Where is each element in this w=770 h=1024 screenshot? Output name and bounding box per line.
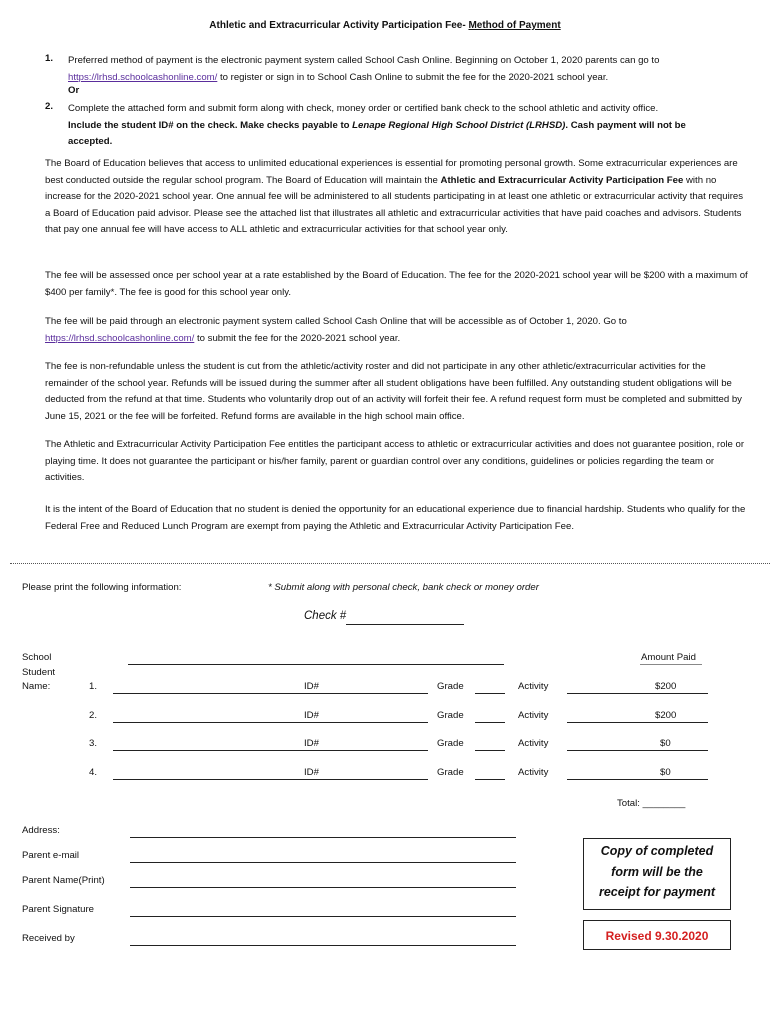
list-num-2: 2.	[45, 101, 54, 112]
title-underlined: Method of Payment	[468, 20, 561, 31]
address-field[interactable]	[130, 837, 516, 838]
list-num-1: 1.	[45, 53, 54, 64]
parent-name-field[interactable]	[130, 887, 516, 888]
activity-field[interactable]	[567, 693, 708, 694]
grade-field[interactable]	[475, 779, 505, 780]
activity-label: Activity	[518, 710, 549, 721]
row-num: 2.	[89, 710, 98, 721]
list-item-2: Complete the attached form and submit form along with check, money order or certified bank check to the school athletic and activity office. Include the student ID# on the check. Make checks payable to Lenape Regional High School District (LRHSD). Cash payment will not be accepted.	[68, 103, 686, 147]
name-label: Name:	[22, 681, 51, 692]
grade-field[interactable]	[475, 693, 505, 694]
receipt-line-1: Copy of completed	[600, 844, 714, 858]
parent-email-field[interactable]	[130, 862, 516, 863]
or-label: Or	[68, 85, 80, 96]
receipt-line-3: receipt for payment	[598, 885, 715, 899]
row-num: 4.	[89, 767, 98, 778]
student-name-field[interactable]	[113, 693, 428, 694]
grade-field[interactable]	[475, 750, 505, 751]
activity-label: Activity	[518, 738, 549, 749]
activity-field[interactable]	[567, 750, 708, 751]
activity-label: Activity	[518, 767, 549, 778]
submit-note: * Submit along with personal check, bank check or money order	[268, 582, 539, 593]
school-cash-link-2[interactable]: https://lrhsd.schoolcashonline.com/	[45, 332, 195, 344]
grade-label: Grade	[437, 681, 464, 692]
activity-field[interactable]	[567, 779, 708, 780]
id-label: ID#	[304, 767, 319, 778]
student-name-field[interactable]	[113, 779, 428, 780]
revised-date-box: Revised 9.30.2020	[583, 920, 731, 950]
paragraph-refund: The fee is non-refundable unless the student is cut from the athletic/activity roster and did not participate in any other athletic/extracurricular activities for the remainder of the school year. Refunds will be issued during the summer after all student obligations have been fulfilled. Any outstanding student obligations will be deducted from the refund at that time. Students who voluntarily drop out of an activity will forfeit their fee. A refund request form must be completed and submitted by June 15, 2021 or the fee will be forfeited. Refund forms are available in the high school main office.	[45, 361, 742, 422]
student-name-field[interactable]	[113, 722, 428, 723]
check-number-label: Check #	[304, 610, 347, 622]
grade-label: Grade	[437, 710, 464, 721]
student-label: Student	[22, 667, 56, 678]
activity-field[interactable]	[567, 722, 708, 723]
total-label: Total: ________	[617, 798, 686, 809]
grade-label: Grade	[437, 738, 464, 749]
parent-signature-field[interactable]	[130, 916, 516, 917]
paragraph-entitlement: The Athletic and Extracurricular Activity Participation Fee entitles the participant access to athletic or extracurricular activities and does not guarantee position, role or playing time. It does not guarantee the participant or his/her family, parent or guardian control over any conditions, guidelines or policies regarding the team or activities.	[45, 439, 745, 484]
row-num: 3.	[89, 738, 98, 749]
school-name-field[interactable]	[128, 664, 504, 665]
amount-value: $200	[655, 710, 677, 721]
list-item-1: Preferred method of payment is the electronic payment system called School Cash Online. Beginning on October 1, 2020 parents can go to https://lrhsd.schoolcashonline.com/ to register or sign in to School Cash Online to submit the fee for the 2020-2021 school year.	[68, 55, 660, 83]
receipt-line-2: form will be the	[611, 864, 703, 879]
id-label: ID#	[304, 738, 319, 749]
paragraph-board: The Board of Education believes that access to unlimited educational experiences is essential for promoting personal growth. Some extracurricular experiences are best conducted outside the regular school program. The Board of Education will maintain the Athletic and Extracurricular Activity Participation Fee with no increase for the 2020-2021 school year. One annual fee will be administered to all students participating in at least one athletic or extracurricular activity that requires a Board of Education paid advisor. Please see the attached list that illustrates all athletic and extracurricular activities that have paid coaches and advisors. Students that pay one annual fee will have access to ALL athletic and extracurricular activities for that school year only.	[45, 158, 744, 236]
page-title	[0, 20, 770, 31]
amount-value: $0	[660, 738, 671, 749]
id-label: ID#	[304, 681, 319, 692]
check-number-field[interactable]	[346, 624, 464, 625]
school-cash-link-1[interactable]: https://lrhsd.schoolcashonline.com/	[68, 71, 218, 83]
student-name-field[interactable]	[113, 750, 428, 751]
title-text: Athletic and Extracurricular Activity Participation Fee-	[209, 20, 469, 31]
receipt-note-box	[583, 838, 731, 910]
school-label: School	[22, 652, 52, 663]
amount-paid-underline	[640, 664, 702, 665]
row-num: 1.	[89, 681, 98, 692]
cut-line-divider	[10, 563, 770, 564]
received-by-label: Received by	[22, 933, 75, 944]
grade-label: Grade	[437, 767, 464, 778]
received-by-field[interactable]	[130, 945, 516, 946]
activity-label: Activity	[518, 681, 549, 692]
print-info-label: Please print the following information:	[22, 582, 182, 593]
id-label: ID#	[304, 710, 319, 721]
amount-paid-label: Amount Paid	[641, 652, 696, 663]
paragraph-hardship: It is the intent of the Board of Education that no student is denied the opportunity for an educational experience due to financial hardship. Students who qualify for the Federal Free and Reduced Lunch Program are exempt from paying the Athletic and Extracurricular Activity Participation Fee.	[45, 504, 746, 532]
address-label: Address:	[22, 825, 60, 836]
paragraph-fee-paid: The fee will be paid through an electronic payment system called School Cash Online that will be accessible as of October 1, 2020. Go to https://lrhsd.schoolcashonline.com/ to submit the fee for the 2020-2021 school year.	[45, 316, 627, 344]
amount-value: $0	[660, 767, 671, 778]
parent-name-label: Parent Name(Print)	[22, 875, 105, 886]
parent-email-label: Parent e-mail	[22, 850, 80, 861]
grade-field[interactable]	[475, 722, 505, 723]
parent-signature-label: Parent Signature	[22, 904, 94, 915]
paragraph-fee-assessed: The fee will be assessed once per school year at a rate established by the Board of Education. The fee for the 2020-2021 school year will be $200 with a maximum of $400 per family*. The fee is good for this school year only.	[45, 270, 748, 298]
amount-value: $200	[655, 681, 677, 692]
